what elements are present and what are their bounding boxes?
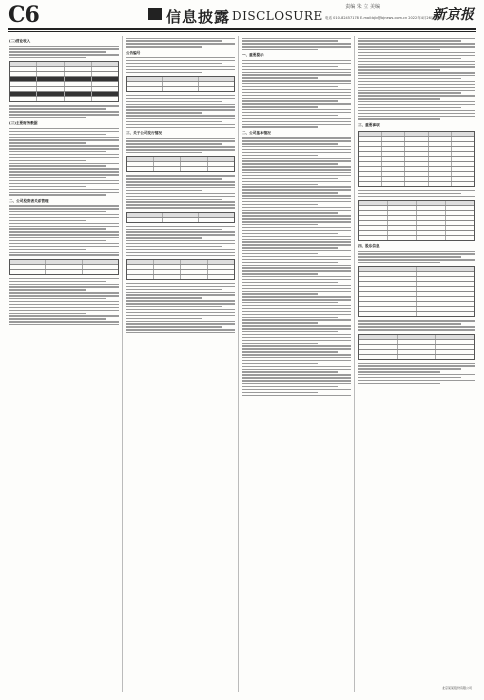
article-heading: 四、股东信息 (358, 244, 380, 248)
financial-table (9, 61, 119, 102)
data-table (126, 259, 235, 280)
editor-info: 责编 朱 立 美编 (345, 4, 380, 10)
column-divider (354, 36, 355, 692)
column-divider (122, 36, 123, 692)
shareholder-table (358, 200, 475, 241)
contact-line: 电话 010-82457178 E-mail:bjb@bjnews.com.cn 2022年4月26日 星期二 (325, 16, 446, 20)
article-column-3 (242, 36, 351, 692)
article-column-2 (126, 36, 235, 692)
data-table (358, 266, 475, 317)
article-heading: 三、关于公司发行情况 (126, 131, 162, 136)
section-title: 信息披露 (166, 8, 231, 26)
article-heading: 二、公司投资者关系管理 (9, 198, 49, 203)
article-heading: 一、重要提示 (242, 53, 264, 58)
article-heading: (三)主要财务数据 (9, 121, 38, 126)
data-table (126, 156, 235, 172)
data-table (9, 259, 119, 275)
data-table (126, 76, 235, 92)
article-heading: 公告编号 (126, 50, 141, 55)
article-column-4 (358, 36, 475, 692)
article-column-1 (9, 36, 119, 692)
header-rule-thin (8, 31, 476, 32)
newspaper-logo: 新京报 (432, 7, 474, 23)
article-heading: (二)营业收入 (9, 39, 31, 43)
shareholder-table (358, 131, 475, 187)
header-rule (8, 28, 476, 30)
section-icon (148, 8, 162, 20)
company-signature: 北京某某股份有限公司 (441, 686, 472, 690)
section-subtitle: DISCLOSURE (232, 9, 323, 23)
data-table (126, 212, 235, 223)
article-heading: 二、公司基本情况 (242, 130, 271, 135)
article-heading: 三、重要事项 (358, 122, 380, 127)
data-table (358, 334, 475, 360)
column-divider (238, 36, 239, 692)
page-number: C6 (8, 2, 39, 28)
